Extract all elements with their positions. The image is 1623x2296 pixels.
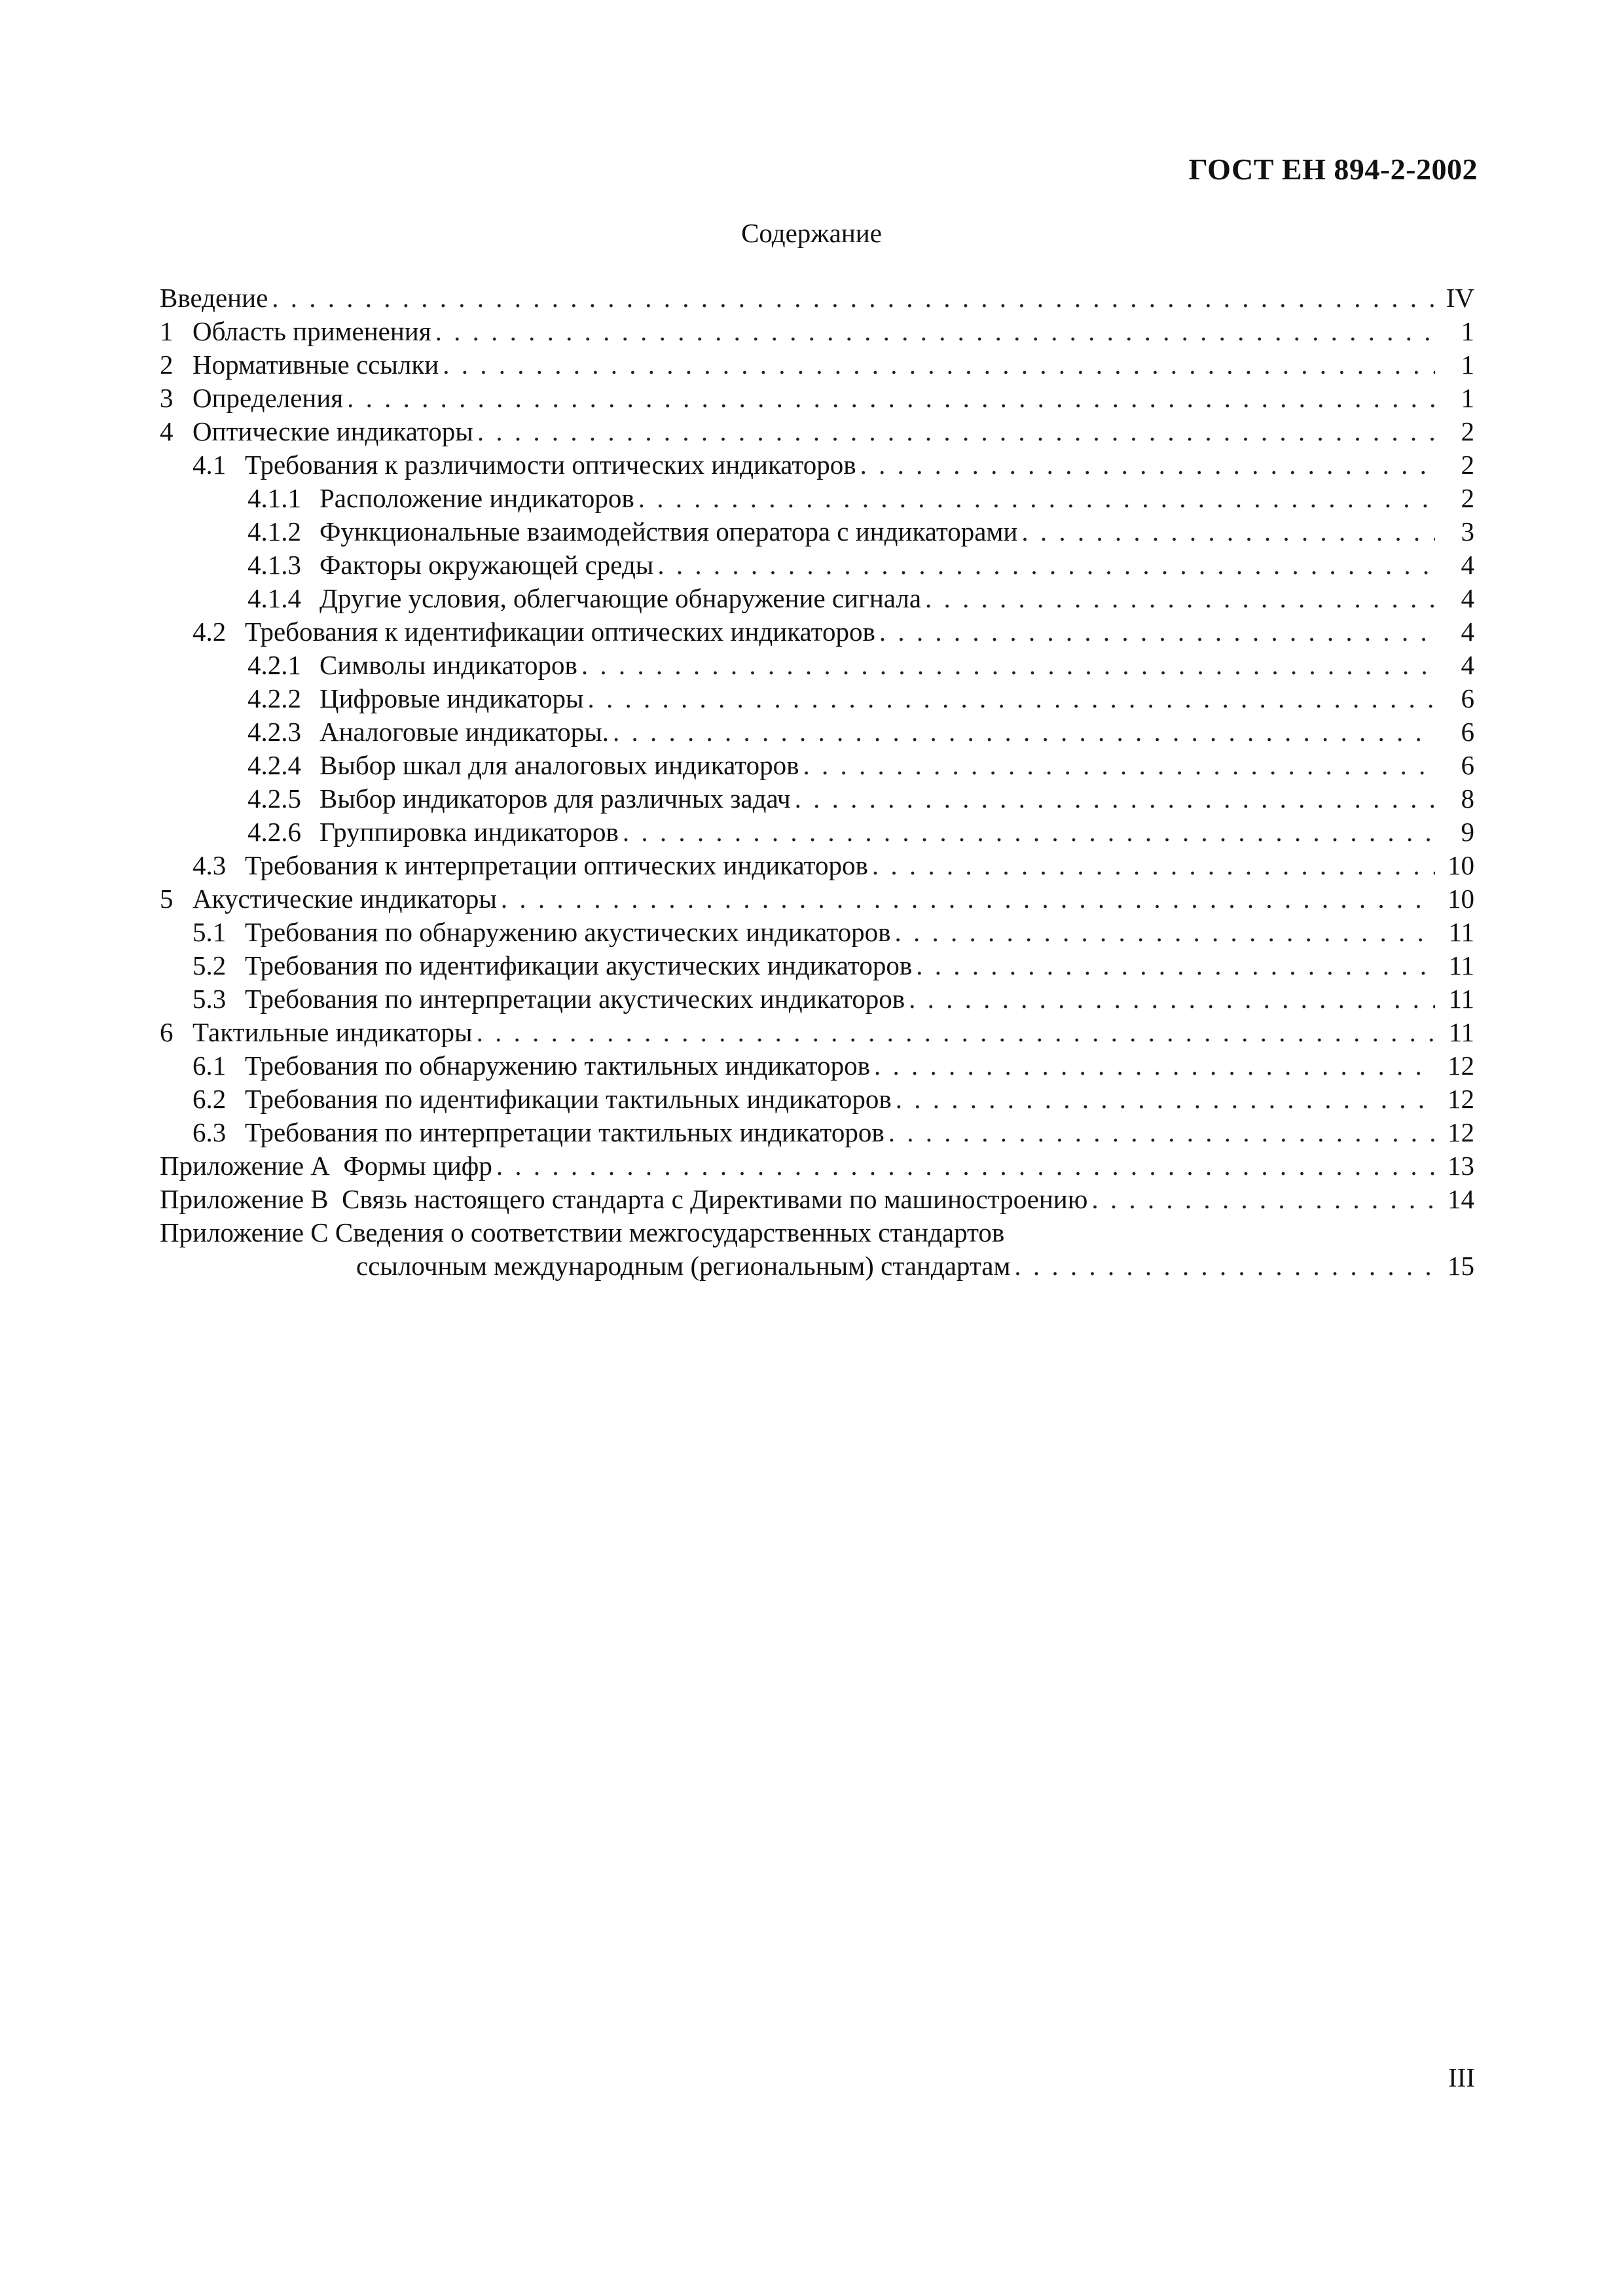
toc-entry-label: ссылочным международным (региональным) стандартам (356, 1251, 1011, 1281)
toc-entry-page: 6 (1461, 683, 1474, 713)
toc-entry-appendix-c[interactable] (160, 1216, 1474, 1249)
toc-entry-label: Приложение А Формы цифр (160, 1151, 492, 1181)
toc-dot-leader (623, 816, 1435, 849)
toc-entry-page: 1 (1461, 383, 1474, 413)
toc-entry-introduction[interactable] (160, 281, 1474, 315)
toc-entry-5-1[interactable] (160, 916, 1474, 949)
toc-entry-page: 11 (1448, 917, 1474, 947)
toc-entry-4-1[interactable] (160, 448, 1474, 482)
toc-entry-number: 5.1 (192, 917, 227, 947)
toc-entry-4-2-4[interactable] (160, 749, 1474, 782)
toc-entry-6-3[interactable] (160, 1116, 1474, 1149)
toc-entry-number: 4.2.4 (247, 750, 301, 780)
toc-dot-leader (879, 615, 1435, 649)
toc-entry-number: 4.2.5 (247, 783, 301, 814)
toc-entry-4-2-1[interactable] (160, 649, 1474, 682)
toc-entry-label: Требования по идентификации тактильных индикаторов (245, 1084, 892, 1114)
toc-entry-label: Аналоговые индикаторы. (319, 717, 610, 747)
toc-entry-page: 3 (1461, 516, 1474, 547)
toc-dot-leader (443, 348, 1435, 382)
toc-dot-leader (888, 1116, 1435, 1149)
toc-entry-label: Тактильные индикаторы (192, 1017, 473, 1047)
toc-entry-number: 4.2.2 (247, 683, 301, 713)
toc-entry-label: Выбор индикаторов для различных задач (319, 783, 791, 814)
toc-entry-number: 6.1 (192, 1050, 227, 1081)
toc-entry-4-1-4[interactable] (160, 582, 1474, 615)
toc-entry-label: Требования к различимости оптических индикаторов (245, 450, 856, 480)
toc-entry-label: Область применения (192, 316, 431, 346)
toc-entry-4[interactable] (160, 415, 1474, 448)
toc-entry-page: 9 (1461, 817, 1474, 847)
toc-dot-leader (874, 1049, 1435, 1083)
toc-entry-page: 15 (1448, 1251, 1474, 1281)
toc-dot-leader (496, 1149, 1435, 1183)
toc-dot-leader (581, 649, 1435, 682)
toc-entry-3[interactable] (160, 382, 1474, 415)
toc-entry-4-2[interactable] (160, 615, 1474, 649)
toc-entry-page: 1 (1461, 350, 1474, 380)
toc-entry-number: 4.2.3 (247, 717, 301, 747)
toc-entry-5-2[interactable] (160, 949, 1474, 982)
toc-dot-leader (638, 482, 1435, 515)
toc-entry-number: 6.3 (192, 1117, 227, 1147)
toc-entry-number: 4.3 (192, 850, 227, 880)
toc-entry-label: Функциональные взаимодействия оператора с индикаторами (319, 516, 1018, 547)
toc-entry-label: Требования по обнаружению тактильных индикаторов (245, 1050, 871, 1081)
toc-entry-page: 12 (1448, 1117, 1474, 1147)
toc-entry-label: Группировка индикаторов (319, 817, 619, 847)
toc-entry-page: 14 (1448, 1184, 1474, 1214)
toc-entry-page: 11 (1448, 984, 1474, 1014)
toc-dot-leader (1091, 1183, 1435, 1216)
toc-entry-4-2-3[interactable] (160, 715, 1474, 749)
toc-entry-6-2[interactable] (160, 1083, 1474, 1116)
toc-dot-leader (613, 715, 1435, 749)
toc-entry-1[interactable] (160, 315, 1474, 348)
toc-dot-leader (860, 448, 1435, 482)
toc-entry-4-1-2[interactable] (160, 515, 1474, 548)
toc-entry-page: 8 (1461, 783, 1474, 814)
toc-dot-leader (895, 916, 1435, 949)
toc-entry-number: 2 (160, 350, 173, 380)
toc-dot-leader (916, 949, 1435, 982)
toc-entry-6[interactable] (160, 1016, 1474, 1049)
toc-dot-leader (435, 315, 1435, 348)
toc-entry-label: Введение (160, 283, 268, 313)
toc-entry-number: 4.2 (192, 617, 227, 647)
toc-entry-4-1-1[interactable] (160, 482, 1474, 515)
toc-entry-4-2-2[interactable] (160, 682, 1474, 715)
toc-dot-leader (1014, 1249, 1435, 1283)
toc-entry-4-2-5[interactable] (160, 782, 1474, 816)
toc-entry-4-1-3[interactable] (160, 548, 1474, 582)
toc-entry-4-2-6[interactable] (160, 816, 1474, 849)
toc-entry-label: Требования по идентификации акустических индикаторов (245, 950, 913, 980)
toc-entry-number: 4.2.1 (247, 650, 301, 680)
toc-dot-leader (657, 548, 1435, 582)
toc-entry-page: 2 (1461, 416, 1474, 446)
toc-dot-leader (896, 1083, 1435, 1116)
toc-entry-page: 4 (1461, 550, 1474, 580)
toc-entry-page: 4 (1461, 617, 1474, 647)
toc-entry-number: 4.1.3 (247, 550, 301, 580)
toc-entry-page: 6 (1461, 750, 1474, 780)
toc-entry-number: 4.1.2 (247, 516, 301, 547)
toc-entry-label: Требования по интерпретации акустических индикаторов (245, 984, 905, 1014)
toc-entry-page: 12 (1448, 1050, 1474, 1081)
toc-dot-leader (909, 982, 1435, 1016)
toc-entry-label: Требования к интерпретации оптических индикаторов (245, 850, 868, 880)
toc-entry-label: Символы индикаторов (319, 650, 577, 680)
toc-entry-4-3[interactable] (160, 849, 1474, 882)
toc-entry-label: Акустические индикаторы (192, 884, 497, 914)
toc-entry-appendix-a[interactable] (160, 1149, 1474, 1183)
toc-entry-page: 12 (1448, 1084, 1474, 1114)
toc-entry-label: Оптические индикаторы (192, 416, 473, 446)
toc-entry-page: 2 (1461, 483, 1474, 513)
toc-entry-number: 6.2 (192, 1084, 227, 1114)
toc-dot-leader (477, 415, 1435, 448)
toc-entry-label: Другие условия, облегчающие обнаружение сигнала (319, 583, 922, 613)
toc-dot-leader (795, 782, 1435, 816)
toc-dot-leader (803, 749, 1435, 782)
toc-entry-page: 4 (1461, 650, 1474, 680)
toc-title: Содержание (741, 218, 882, 248)
toc-dot-leader (347, 382, 1435, 415)
toc-entry-appendix-c-continued[interactable] (160, 1249, 1474, 1283)
toc-entry-number: 4 (160, 416, 173, 446)
table-of-contents (160, 281, 1474, 1283)
toc-entry-label: Факторы окружающей среды (319, 550, 654, 580)
toc-entry-page: 4 (1461, 583, 1474, 613)
toc-entry-label: Требования к идентификации оптических индикаторов (245, 617, 875, 647)
toc-entry-number: 5.3 (192, 984, 227, 1014)
toc-entry-2[interactable] (160, 348, 1474, 382)
toc-entry-number: 4.1 (192, 450, 227, 480)
toc-dot-leader (925, 582, 1435, 615)
toc-entry-label: Расположение индикаторов (319, 483, 634, 513)
toc-dot-leader (272, 281, 1435, 315)
toc-entry-number: 4.2.6 (247, 817, 301, 847)
toc-dot-leader (501, 882, 1435, 916)
toc-entry-page: 6 (1461, 717, 1474, 747)
toc-entry-number: 3 (160, 383, 173, 413)
toc-entry-label: Приложение В Связь настоящего стандарта с Директивами по машиностроению (160, 1184, 1088, 1214)
toc-entry-label: Нормативные ссылки (192, 350, 439, 380)
toc-entry-page: 13 (1448, 1151, 1474, 1181)
toc-entry-page: 11 (1448, 1017, 1474, 1047)
toc-entry-label: Выбор шкал для аналоговых индикаторов (319, 750, 799, 780)
toc-entry-page: 11 (1448, 950, 1474, 980)
toc-entry-page: 10 (1448, 884, 1474, 914)
toc-entry-label: Цифровые индикаторы (319, 683, 584, 713)
toc-entry-6-1[interactable] (160, 1049, 1474, 1083)
toc-entry-number: 1 (160, 316, 173, 346)
toc-dot-leader (588, 682, 1435, 715)
toc-entry-label: Определения (192, 383, 344, 413)
toc-entry-5-3[interactable] (160, 982, 1474, 1016)
toc-entry-number: 4.1.4 (247, 583, 301, 613)
toc-entry-number: 6 (160, 1017, 173, 1047)
toc-entry-label: Приложение С Сведения о соответствии межгосударственных стандартов (160, 1217, 1005, 1247)
toc-entry-number: 4.1.1 (247, 483, 301, 513)
page-number: III (1448, 2062, 1475, 2092)
toc-dot-leader (1021, 515, 1435, 548)
toc-dot-leader (477, 1016, 1435, 1049)
toc-entry-number: 5.2 (192, 950, 227, 980)
toc-entry-page: 10 (1448, 850, 1474, 880)
toc-entry-5[interactable] (160, 882, 1474, 916)
toc-entry-page: 1 (1461, 316, 1474, 346)
toc-entry-label: Требования по обнаружению акустических индикаторов (245, 917, 891, 947)
toc-entry-page: 2 (1461, 450, 1474, 480)
toc-entry-page: IV (1446, 283, 1474, 313)
toc-entry-label: Требования по интерпретации тактильных индикаторов (245, 1117, 884, 1147)
document-code: ГОСТ ЕН 894-2-2002 (1188, 152, 1478, 186)
toc-entry-appendix-b[interactable] (160, 1183, 1474, 1216)
toc-entry-number: 5 (160, 884, 173, 914)
toc-dot-leader (872, 849, 1435, 882)
